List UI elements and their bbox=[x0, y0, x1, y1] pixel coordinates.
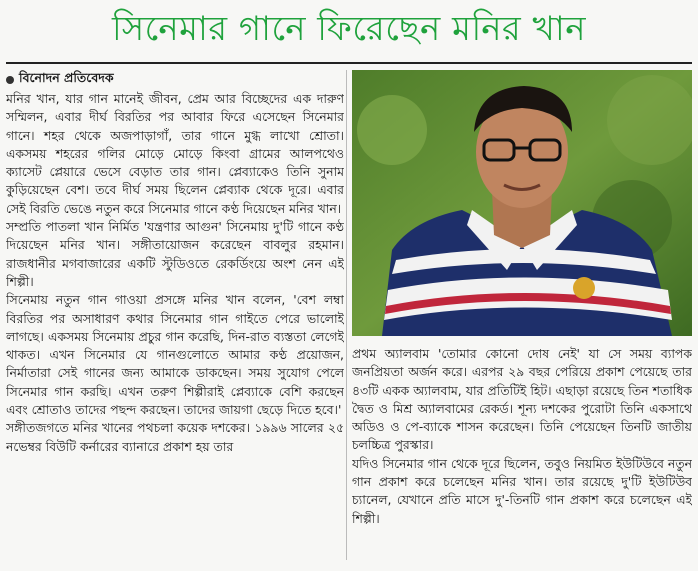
portrait-illustration bbox=[352, 70, 692, 336]
headline: সিনেমার গানে ফিরেছেন মনির খান bbox=[112, 8, 586, 49]
paragraph: যদিও সিনেমার গান থেকে দূরে ছিলেন, তবুও নিয়মিত ইউটিউবে নতুন গান প্রকাশ করে চলেছেন মনির খান। তার রয়েছে দু'টি ইউটিউব চ্যানেল, যেখানে প্রতি মাসে দু'-তিনটি গান প্রকাশ করে চলেছেন এই শিল্পী। bbox=[352, 455, 692, 526]
article-column-left bbox=[6, 90, 344, 560]
paragraph: সঙ্গীতজগতে মনির খানের পথচলা কয়েক দশকের। ১৯৯৬ সালের ২৫ নভেম্বর বিউটি কর্নারের ব্যানারে প্রকাশ হয় তার bbox=[6, 420, 344, 454]
bullet-icon bbox=[6, 76, 14, 84]
paragraph: মনির খান, যার গান মানেই জীবন, প্রেম আর বিচ্ছেদের এক দারুণ সম্মিলন, এবার দীর্ঘ বিরতির পর আবার ফিরে এসেছেন সিনেমার গানে। শহর থেকে অজপাড়াগাঁ, তার গানে মুগ্ধ লাখো শ্রোতা। একসময় শহরের গলির মোড়ে মোড়ে কিংবা গ্রামের আলপথেও ক্যাসেট প্লেয়ারে ভেসে বেড়াত তার গান। প্লেব্যাকেও তিনি সুনাম কুড়িয়েছেন বেশ। তবে দীর্ঘ সময় ছিলেন প্লেব্যাক থেকে দূরে। এবার সেই বিরতি ভেঙে নতুন করে সিনেমার গানে কণ্ঠ দিয়েছেন মনির খান। bbox=[6, 91, 344, 216]
paragraph: সিনেমায় নতুন গান গাওয়া প্রসঙ্গে মনির খান বলেন, 'বেশ লম্বা বিরতির পর অসাধারণ কথার সিনেমার গান গাইতে পেরে ভালোই লাগছে। একসময় সিনেমায় প্রচুর গান করেছি, দিন-রাত ব্যস্ততা লেগেই থাকত। এখন সিনেমার যে গানগুলোতে আমার কণ্ঠ প্রয়োজন, নির্মাতারা সেই গানের জন্য আমাকে ডাকছেন। সময় সুযোগ পেলে সিনেমার গান করছি। এখন তরুণ শিল্পীরাই প্লেব্যাকে বেশি করছেন এবং শ্রোতাও তাদের পছন্দ করছেন। তাদের জায়গা ছেড়ে দিতে হবে।' bbox=[6, 292, 344, 418]
byline-text: বিনোদন প্রতিবেদক bbox=[19, 70, 114, 85]
paragraph: সম্প্রতি পাতলা খান নির্মিত 'যন্ত্রণার আগুন' সিনেমায় দু'টি গানে কণ্ঠ দিয়েছেন মনির খান। সঙ্গীতায়োজন করেছেন বাবলুর রহমান। রাজধানীর মগবাজারের একটি স্টুডিওতে রেকর্ডিংয়ে অংশ নেন এই শিল্পী। bbox=[6, 219, 344, 289]
byline bbox=[6, 70, 344, 90]
article-column-right bbox=[352, 345, 692, 560]
headline-rule bbox=[6, 62, 692, 64]
paragraph: প্রথম অ্যালবাম 'তোমার কোনো দোষ নেই' যা সে সময় ব্যাপক জনপ্রিয়তা অর্জন করে। এরপর ২৯ বছর পেরিয়ে প্রকাশ পেয়েছে তার ৪৩টি একক অ্যালবাম, যার প্রতিটিই হিট। এছাড়া রয়েছে তিন শতাধিক দ্বৈত ও মিশ্র অ্যালবামের রেকর্ড। শূন্য দশকের পুরোটা তিনি একসাথে অডিও ও পে-ব্যাকে শাসন করেছেন। তিনি পেয়েছেন তিনটি জাতীয় চলচ্চিত্র পুরস্কার। bbox=[352, 346, 692, 453]
portrait-photo bbox=[352, 70, 692, 336]
column-divider bbox=[346, 70, 347, 560]
